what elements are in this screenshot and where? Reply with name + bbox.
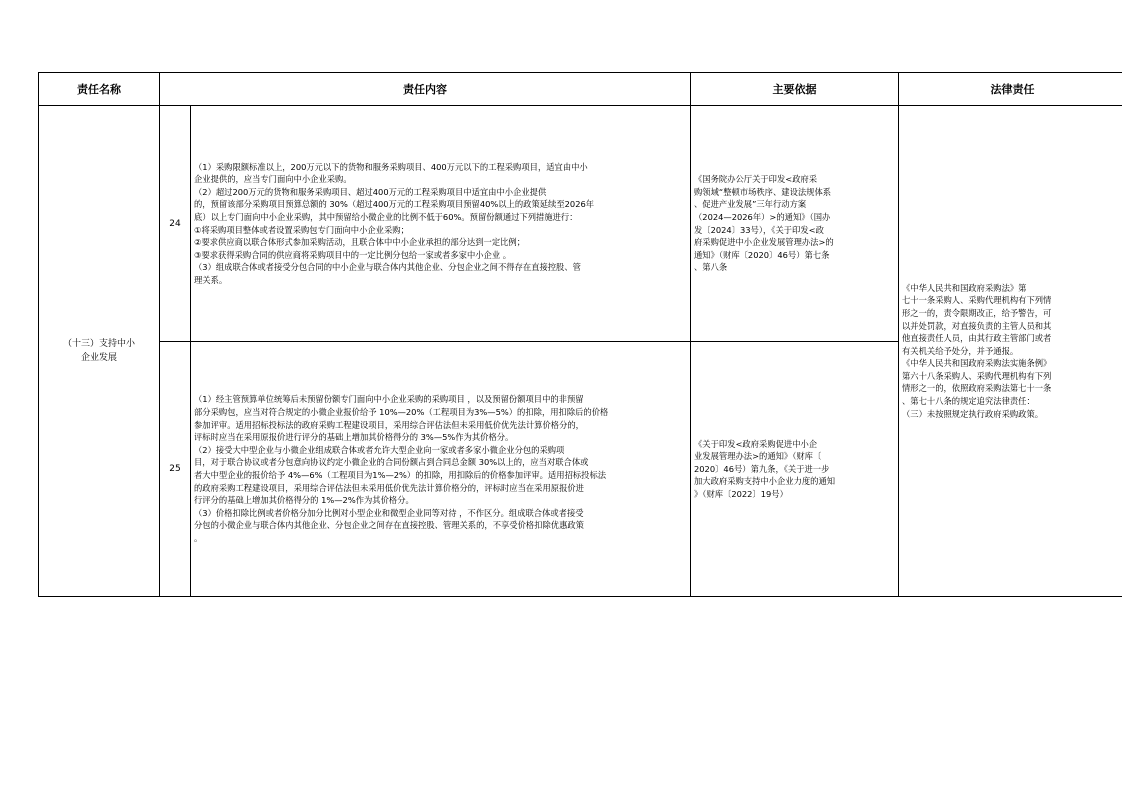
basis-line: 府采购促进中小企业发展管理办法>的 <box>694 237 834 248</box>
content-line: 。 <box>194 532 203 543</box>
legal-line: 《中华人民共和国政府采购法实施条例》 <box>902 358 1052 369</box>
legal-line: 有关机关给予处分，并予通报。 <box>902 345 1019 356</box>
content-line: ③要求获得采购合同的供应商将采购项目中的一定比例分包给一家或者多家中小企业 。 <box>194 249 512 260</box>
basis-line: 业发展管理办法>的通知》（财库〔 <box>694 451 822 462</box>
header-content: 责任内容 <box>160 73 691 106</box>
content-line: 的政府采购工程建设项目，采用综合评估法但未采用低价优先法计算价格分的，评标时应当在采用原报价进 <box>194 482 584 493</box>
content-line: （1）采购限额标准以上，200万元以下的货物和服务采购项目、400万元以下的工程采购项目，适宜由中小 <box>194 161 588 172</box>
legal-line: 情形之一的，依照政府采购法第七十一条 <box>902 383 1052 394</box>
header-basis: 主要依据 <box>691 73 899 106</box>
category-cell <box>39 106 160 597</box>
content-line: 行评分的基础上增加其价格得分的 1%—2%作为其价格分。 <box>194 495 414 506</box>
legal-line: 《中华人民共和国政府采购法》第 <box>902 282 1027 293</box>
basis-line: 、第八条 <box>694 262 728 273</box>
row-number: 25 <box>160 342 191 597</box>
content-line: 理关系。 <box>194 274 228 285</box>
content-cell <box>191 342 691 597</box>
basis-line: 加大政府采购支持中小企业力度的通知 <box>694 476 836 487</box>
content-line: （2）超过200万元的货物和服务采购项目、超过400万元的工程采购项目中适宜由中小企业提供 <box>194 186 547 197</box>
legal-line: 七十一条采购人、采购代理机构有下列情 <box>902 295 1052 306</box>
content-line: 企业提供的，应当专门面向中小企业采购。 <box>194 174 352 185</box>
legal-line: 第六十八条采购人、采购代理机构有下列 <box>902 370 1052 381</box>
basis-line: 发〔2024〕33号），《关于印发<政 <box>694 224 824 235</box>
basis-cell <box>691 106 899 342</box>
content-line: （2）接受大中型企业与小微企业组成联合体或者允许大型企业向一家或者多家小微企业分包的采购项 <box>194 444 565 455</box>
content-line: （3）组成联合体或者接受分包合同的中小企业与联合体内其他企业、分包企业之间不得存在直接控股、管 <box>194 262 581 273</box>
legal-line: 形之一的，责令限期改正，给予警告，可 <box>902 307 1052 318</box>
content-line: 分包的小微企业与联合体内其他企业、分包企业之间存在直接控股、管理关系的，不享受价格扣除优惠政策 <box>194 520 584 531</box>
basis-line: 2020〕46号）第九条，《关于进一步 <box>694 463 830 474</box>
content-line: ①将采购项目整体或者设置采购包专门面向中小企业采购； <box>194 224 409 235</box>
basis-line: 通知》（财库〔2020〕46号）第七条 <box>694 249 830 260</box>
basis-cell <box>691 342 899 597</box>
basis-line: 购领域“整顿市场秩序、建设法规体系 <box>694 186 832 197</box>
category-line: 企业发展 <box>80 353 117 363</box>
header-legal: 法律责任 <box>899 73 1122 106</box>
header-name: 责任名称 <box>39 73 160 106</box>
content-line: 评标时应当在采用原报价进行评分的基础上增加其价格得分的 3%—5%作为其价格分。 <box>194 432 514 443</box>
basis-line: 《国务院办公厅关于印发<政府采 <box>694 174 818 185</box>
header-row <box>39 73 1122 106</box>
content-line: 者大中型企业的报价给予 4%—6%（工程项目为1%—2%）的扣除，用扣除后的价格参加评审。适用招标投标法 <box>194 470 607 480</box>
content-line: ②要求供应商以联合体形式参加采购活动，且联合体中中小企业承担的部分达到一定比例； <box>194 237 526 248</box>
row-number: 24 <box>160 106 191 342</box>
content-line: 的，预留该部分采购项目预算总额的 30%（超过400万元的工程采购项目预留40%以上的政策延续至2026年 <box>194 199 595 210</box>
basis-line: 《关于印发<政府采购促进中小企 <box>694 438 818 449</box>
responsibility-table <box>38 72 1122 597</box>
category-line: （十三）支持中小 <box>62 339 135 349</box>
basis-line: （2024—2026年）>的通知》（国办 <box>694 211 831 222</box>
legal-line: （三）未按照规定执行政府采购政策。 <box>902 408 1044 419</box>
table-row <box>39 106 1122 342</box>
legal-line: 、第七十八条的规定追究法律责任： <box>902 396 1035 407</box>
legal-line: 以并处罚款，对直接负责的主管人员和其 <box>902 320 1052 331</box>
content-line: （3）价格扣除比例或者价格分加分比例对小型企业和微型企业同等对待 ，不作区分。组成联合体或者接受 <box>194 507 584 518</box>
content-cell <box>191 106 691 342</box>
basis-line: 、促进产业发展”三年行动方案 <box>694 199 807 210</box>
content-line: 底）以上专门面向中小企业采购，其中预留给小微企业的比例不低于60%。预留份额通过下列措施进行： <box>194 211 578 222</box>
content-line: （1）经主管预算单位统筹后未预留份额专门面向中小企业采购的采购项目 ，以及预留份额项目中的非预留 <box>194 394 584 405</box>
legal-cell <box>899 106 1122 597</box>
content-line: 参加评审。适用招标投标法的政府采购工程建设项目，采用综合评估法但未采用低价优先法计算价格分的， <box>194 419 584 430</box>
content-line: 部分采购包，应当对符合规定的小微企业报价给予 10%—20%（工程项目为3%—5%）的扣除，用扣除后的价格 <box>194 407 609 418</box>
basis-line: 》（财库〔2022〕19号） <box>694 488 788 499</box>
content-line: 目，对于联合协议或者分包意向协议约定小微企业的合同份额占到合同总金额 30%以上的，应当对联合体或 <box>194 457 589 468</box>
legal-line: 他直接责任人员，由其行政主管部门或者 <box>902 333 1052 344</box>
